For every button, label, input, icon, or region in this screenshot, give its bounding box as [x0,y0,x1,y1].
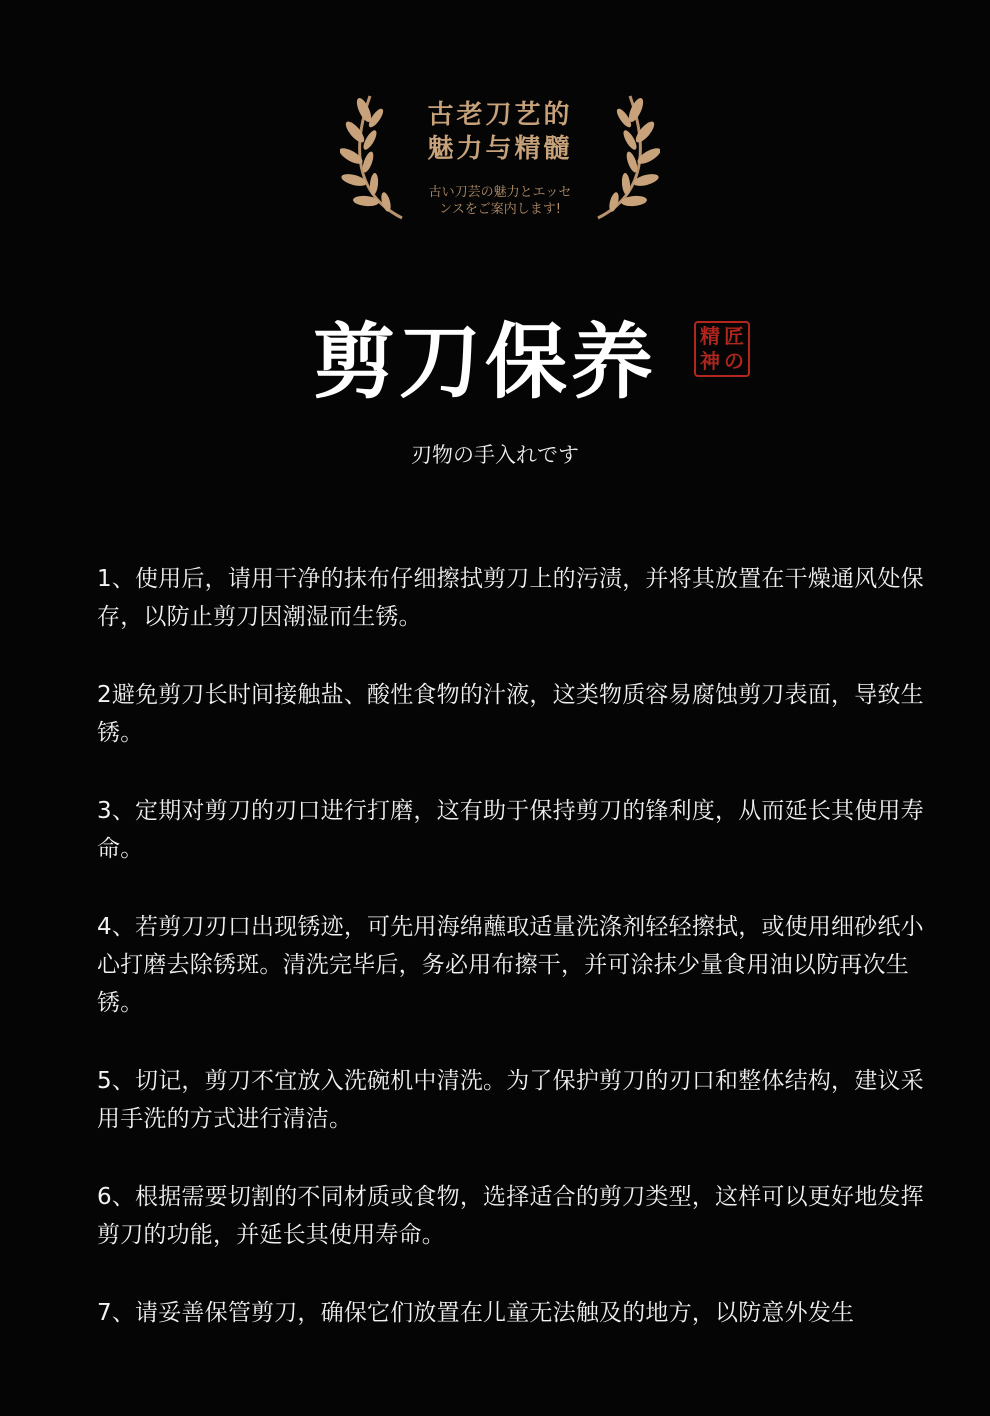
care-item: 7、请妥善保管剪刀，确保它们放置在儿童无法触及的地方，以防意外发生 [97,1300,855,1326]
seal-stamp [693,320,751,378]
emblem-subtext-line2: ンスをご案内します! [439,202,561,217]
care-instructions-list [97,560,927,1372]
care-item: 1、使用后，请用干净的抹布仔细擦拭剪刀上的污渍，并将其放置在干燥通风处保存，以防止剪刀因潮湿而生锈。 [97,566,924,630]
emblem-heading-line1: 古老刀艺的 [427,100,573,130]
care-item: 6、根据需要切割的不同材质或食物，选择适合的剪刀类型，这样可以更好地发挥剪刀的功能，并延长其使用寿命。 [97,1184,924,1248]
care-item: 3、定期对剪刀的刃口进行打磨，这有助于保持剪刀的锋利度，从而延长其使用寿命。 [97,798,924,862]
emblem [340,88,660,228]
seal-char: 精 [700,324,720,348]
care-item: 2避免剪刀长时间接触盐、酸性食物的汁液，这类物质容易腐蚀剪刀表面，导致生锈。 [97,682,924,746]
laurel-wreath-icon [340,88,420,223]
seal-char: 神 [700,349,720,373]
care-item: 4、若剪刀刃口出现锈迹，可先用海绵蘸取适量洗涤剂轻轻擦拭，或使用细砂纸小心打磨去除锈斑。清洗完毕后，务必用布擦干，并可涂抹少量食用油以防再次生锈。 [97,914,924,1016]
laurel-wreath-icon [580,88,660,223]
emblem-subtext-line1: 古い刀芸の魅力とエッセ [428,185,572,200]
emblem-heading-line2: 魅力与精髓 [427,134,573,164]
care-item: 5、切记，剪刀不宜放入洗碗机中清洗。为了保护剪刀的刃口和整体结构，建议采用手洗的方式进行清洁。 [97,1068,924,1132]
seal-char: 匠 [724,324,744,348]
page-subtitle: 刃物の手入れです [411,443,579,467]
page-title: 剪刀保养 [312,315,657,410]
seal-char: の [724,349,744,373]
